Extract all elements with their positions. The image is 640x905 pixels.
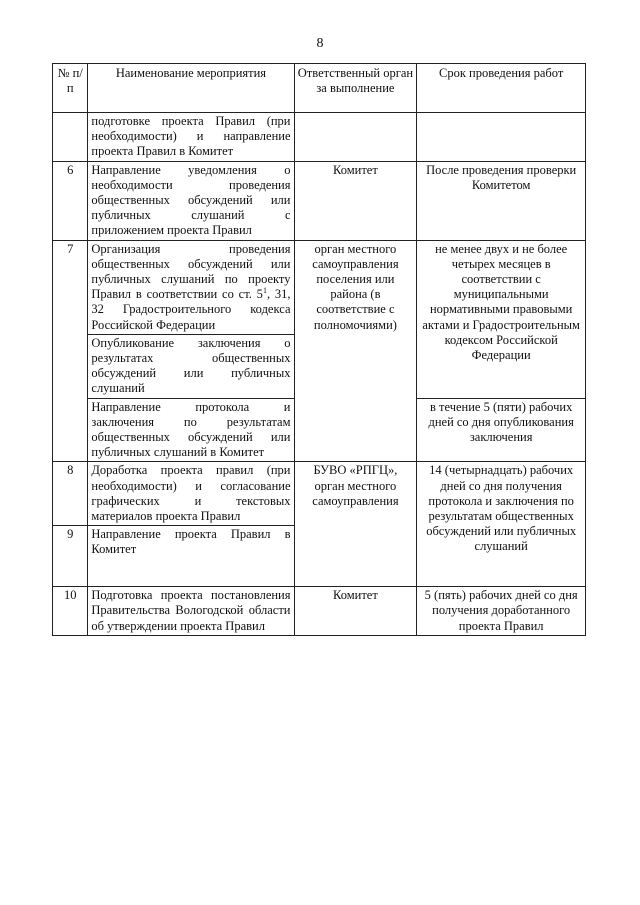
row-name: Направление проекта Правил в Комитет bbox=[88, 526, 294, 587]
table-row bbox=[53, 240, 586, 334]
row-num: 9 bbox=[53, 526, 88, 587]
row-num: 6 bbox=[53, 161, 88, 240]
row-org: БУВО «РПГЦ», орган местного самоуправления bbox=[294, 462, 417, 587]
page-number: 8 bbox=[316, 36, 324, 51]
table-row bbox=[53, 462, 586, 526]
row-name: подготовке проекта Правил (при необходимости) и направление проекта Правил в Комитет bbox=[88, 113, 294, 162]
row-name: Направление уведомления о необходимости проведения общественных обсуждений или публичных слушаний с приложением проекта Правил bbox=[88, 161, 294, 240]
table-row bbox=[53, 587, 586, 636]
row-num: 7 bbox=[53, 240, 88, 462]
row-name-text: , 31, 32 Градостроительного кодекса Российской Федерации bbox=[91, 287, 291, 332]
row-num bbox=[53, 113, 88, 162]
table-row bbox=[53, 161, 586, 240]
row-name: Направление протокола и заключения по результатам общественных обсуждений или публичных слушаний в Комитет bbox=[88, 398, 294, 462]
row-num: 8 bbox=[53, 462, 88, 526]
row-term: 14 (четырнадцать) рабочих дней со дня получения протокола и заключения по результатам общественных обсуждений или публичных слушаний bbox=[417, 462, 586, 587]
table-row bbox=[53, 113, 586, 162]
row-name: Подготовка проекта постановления Правительства Вологодской области об утверждении проекта Правил bbox=[88, 587, 294, 636]
header-term: Срок проведения работ bbox=[417, 64, 586, 113]
superscript: 1 bbox=[262, 286, 267, 296]
table-header-row bbox=[53, 64, 586, 113]
row-org: орган местного самоуправления поселения или района (в соответствие с полномочиями) bbox=[294, 240, 417, 462]
row-name: Доработка проекта правил (при необходимости) и согласование графических и текстовых материалов проекта Правил bbox=[88, 462, 294, 526]
row-name: Опубликование заключения о результатах общественных обсуждений или публичных слушаний bbox=[88, 334, 294, 398]
row-term bbox=[417, 113, 586, 162]
header-name: Наименование мероприятия bbox=[88, 64, 294, 113]
row-org bbox=[294, 113, 417, 162]
header-org: Ответственный орган за выполнение bbox=[294, 64, 417, 113]
row-num: 10 bbox=[53, 587, 88, 636]
row-term: в течение 5 (пяти) рабочих дней со дня опубликования заключения bbox=[417, 398, 586, 462]
row-name-text: Организация проведения общественных обсуждений или публичных слушаний по проекту Правил в соответствии со ст. 5 bbox=[91, 241, 291, 302]
row-term: не менее двух и не более четырех месяцев в соответствии с муниципальными нормативными правовыми актами и Градостроительным кодексом Российской Федерации bbox=[417, 240, 586, 398]
row-term: 5 (пять) рабочих дней со дня получения доработанного проекта Правил bbox=[417, 587, 586, 636]
row-org: Комитет bbox=[294, 161, 417, 240]
row-term: После проведения проверки Комитетом bbox=[417, 161, 586, 240]
events-table bbox=[52, 63, 586, 636]
row-name bbox=[88, 240, 294, 334]
row-org: Комитет bbox=[294, 587, 417, 636]
header-num: № п/п bbox=[53, 64, 88, 113]
